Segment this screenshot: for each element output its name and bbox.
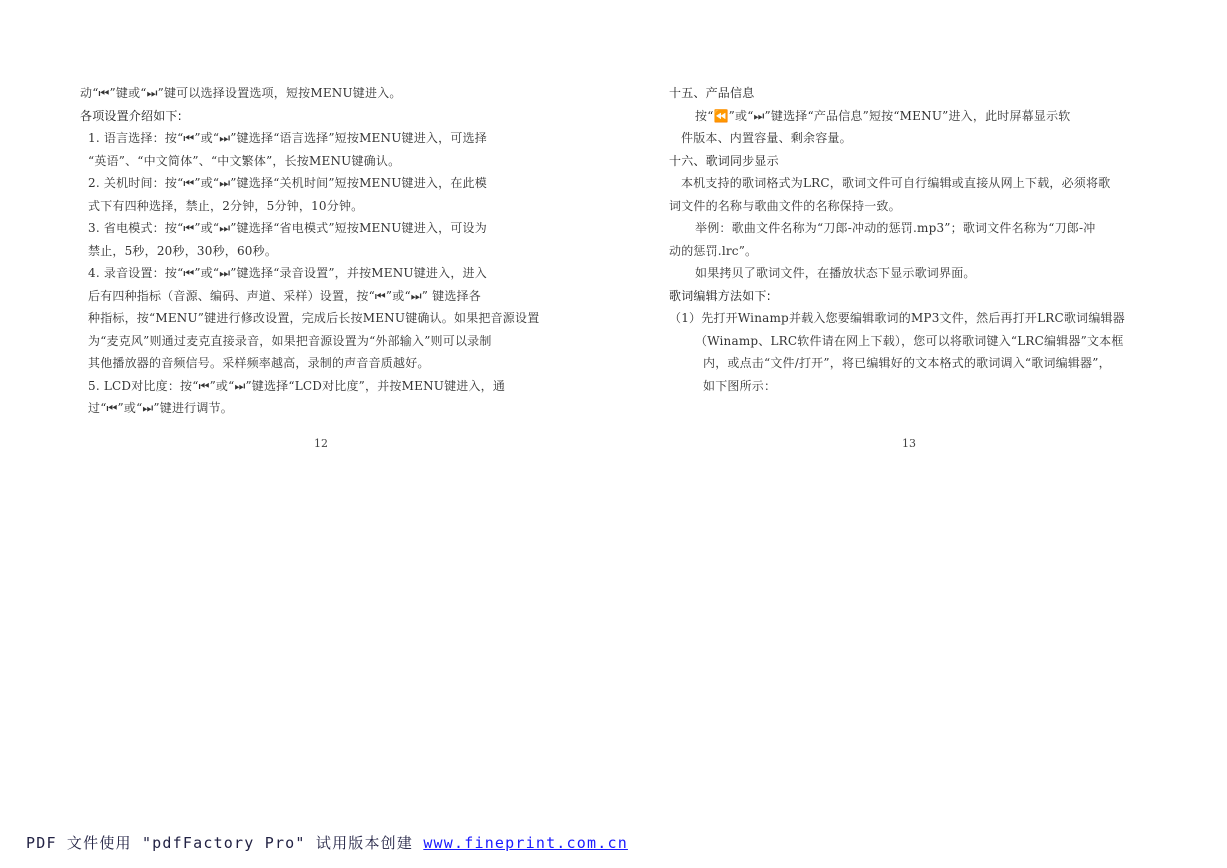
body-line: 其他播放器的音频信号。采样频率越高，录制的声音音质越好。 <box>88 356 430 370</box>
list-item-lcd-contrast: 5. LCD对比度：按“⏮”或“⏭”键选择“LCD对比度”，并按MENU键进入，通 <box>88 378 506 393</box>
body-line: 举例：歌曲文件名称为“刀郎-冲动的惩罚.mp3”；歌词文件名称为“刀郎-冲 <box>695 221 1096 235</box>
pdf-footer <box>26 832 628 853</box>
body-line: 为“麦克风”则通过麦克直接录音，如果把音源设置为“外部输入”则可以录制 <box>88 333 492 348</box>
list-item-step-1: （1）先打开Winamp并载入您要编辑歌词的MP3文件，然后再打开LRC歌词编辑器 <box>669 311 1125 325</box>
list-item-recording: 4. 录音设置：按“⏮”或“⏭”键选择“录音设置”，并按MENU键进入，进入 <box>88 266 487 280</box>
body-line: 式下有四种选择，禁止，2分钟，5分钟，10分钟。 <box>88 198 364 213</box>
body-line: 件版本、内置容量、剩余容量。 <box>681 131 852 145</box>
body-line: 过“⏮”或“⏭”键进行调节。 <box>88 401 233 415</box>
body-line: 内，或点击“文件/打开”，将已编辑好的文本格式的歌词调入“歌词编辑器”， <box>703 356 1111 370</box>
list-item-power-save: 3. 省电模式：按“⏮”或“⏭”键选择“省电模式”短按MENU键进入，可设为 <box>88 221 487 235</box>
page-number-right: 13 <box>902 437 916 450</box>
section-heading-lyrics-sync: 十六、歌词同步显示 <box>669 153 779 168</box>
body-line: “英语”、“中文简体”、“中文繁体”，长按MENU键确认。 <box>88 153 401 168</box>
footer-link[interactable]: www.fineprint.com.cn <box>423 834 628 852</box>
body-line: 禁止，5秒，20秒，30秒，60秒。 <box>88 243 278 258</box>
right-page <box>669 82 1151 397</box>
body-line: 词文件的名称与歌曲文件的名称保持一致。 <box>669 198 901 213</box>
section-heading-product-info: 十五、产品信息 <box>669 86 755 100</box>
body-line: 本机支持的歌词格式为LRC，歌词文件可自行编辑或直接从网上下载，必须将歌 <box>681 176 1111 190</box>
left-page <box>80 82 565 420</box>
section-heading-lyrics-edit: 歌词编辑方法如下: <box>669 288 771 303</box>
body-line: 如果拷贝了歌词文件，在播放状态下显示歌词界面。 <box>695 266 976 280</box>
body-line: 按“⏪”或“⏭”键选择“产品信息”短按“MENU”进入，此时屏幕显示软 <box>695 108 1071 123</box>
body-line: 动的惩罚.lrc”。 <box>669 243 758 258</box>
body-line: （Winamp、LRC软件请在网上下载），您可以将歌词键入“LRC编辑器”文本框 <box>695 333 1124 348</box>
body-line: 后有四种指标（音源、编码、声道、采样）设置，按“⏮”或“⏭” 键选择各 <box>88 288 481 303</box>
body-line: 种指标，按“MENU”键进行修改设置，完成后长按MENU键确认。如果把音源设置 <box>88 311 540 325</box>
list-item-shutdown-time: 2. 关机时间：按“⏮”或“⏭”键选择“关机时间”短按MENU键进入，在此模 <box>88 176 487 190</box>
section-heading: 各项设置介绍如下: <box>80 108 182 123</box>
list-item-language: 1. 语言选择：按“⏮”或“⏭”键选择“语言选择”短按MENU键进入，可选择 <box>88 131 487 145</box>
page-number-left: 12 <box>314 437 328 450</box>
footer-text: PDF 文件使用 "pdfFactory Pro" 试用版本创建 <box>26 834 424 852</box>
body-line: 如下图所示： <box>703 378 777 393</box>
body-line: 动“⏮”键或“⏭”键可以选择设置选项，短按MENU键进入。 <box>80 86 402 100</box>
